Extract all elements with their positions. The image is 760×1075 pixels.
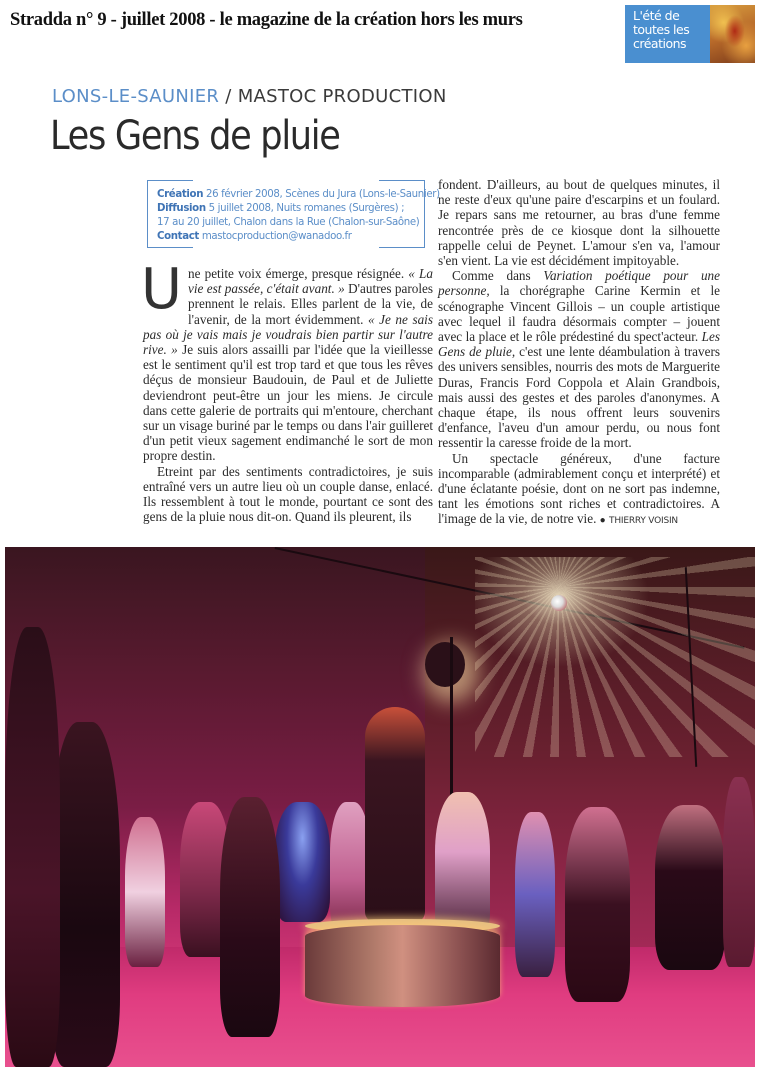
photo-dancer <box>723 777 755 967</box>
photo-dancer <box>50 722 120 1067</box>
creation-label: Création <box>157 189 204 200</box>
kicker-place: LONS-LE-SAUNIER <box>52 86 220 107</box>
p1-quote-2: « Je ne sais pas où je vais mais je voudrais bien partir sur l'autre rive. » <box>143 311 433 358</box>
p3-text-a: Comme dans <box>452 268 544 284</box>
article-title: Les Gens de pluie <box>50 113 340 159</box>
kicker-separator: / <box>225 86 232 107</box>
bullet-icon: ● <box>599 515 606 527</box>
info-diffusion <box>157 202 425 216</box>
badge-photo <box>710 5 755 63</box>
photo-dancer <box>275 802 330 922</box>
photo-disco-ball <box>551 595 567 611</box>
paragraph-1 <box>141 257 433 464</box>
paragraph-3 <box>438 268 720 450</box>
article-photo <box>5 547 755 1067</box>
article-kicker <box>52 86 447 107</box>
p3-text-c: c'est une lente déambulation à travers des univers sensibles, nourris des mots de Marguerite Duras, Francis Ford Coppola et Alain Grandbois, mais aussi des gestes et des paroles d'anonymes. A chaque étape, ils nous offrent leurs souvenirs d'enfance, l'aveu d'un amour perdu, ou nous font ressentir la caresse froide de la mort. <box>438 344 721 451</box>
info-box <box>147 180 440 248</box>
photo-dancer <box>330 802 370 932</box>
paragraph-2-end: fondent. D'ailleurs, au bout de quelques minutes, il ne reste d'eux qu'une paire d'escarpins et un foulard. Je repars sans me retourner, au bras d'une femme rencontrée près de ce kiosque dont la silhouette rappelle celui de Peynet. L'amour s'en va, l'amour s'en vient. La vie est décidément impitoyable. <box>438 177 720 269</box>
photo-dancer <box>655 805 725 970</box>
p1-text-b: D'autres paroles prennent le relais. Elles parlent de la vie, de l'avenir, de la mort évidemment. <box>188 281 433 327</box>
photo-dancer <box>515 812 555 977</box>
diffusion-value: 5 juillet 2008, Nuits romanes (Surgères) ; <box>208 203 405 214</box>
info-contact <box>157 230 425 244</box>
p1-text-a: ne petite voix émerge, presque résignée. <box>188 266 409 281</box>
info-creation <box>157 188 440 202</box>
contact-email[interactable]: mastocproduction@wanadoo.fr <box>201 231 352 242</box>
p3-italic-2: Les Gens de pluie, <box>438 329 720 360</box>
article-column-left <box>141 257 433 525</box>
p3-text-b: la chorégraphe Carine Kermin et le scénographe Vincent Gillois – un couple artistique avec lequel il faudra désormais compter – jouent avec la place et le rôle prédestiné du spect'acteur. <box>438 283 720 345</box>
creation-value: 26 février 2008, Scènes du Jura (Lons-le-Saunier) <box>206 189 440 200</box>
photo-dancer <box>125 817 165 967</box>
photo-light-rays <box>475 557 755 757</box>
summer-badge <box>625 5 755 63</box>
kicker-company: MASTOC PRODUCTION <box>237 86 447 107</box>
photo-dancer <box>565 807 630 1002</box>
paragraph-4 <box>438 451 720 530</box>
p1-quote-1: « La vie est passée, c'était avant. » <box>188 266 433 297</box>
drop-cap: U <box>141 257 182 322</box>
photo-dancer <box>5 627 60 1067</box>
badge-line-2: toutes les <box>633 22 690 37</box>
badge-line-3: créations <box>633 36 687 51</box>
author-byline: THIERRY VOISIN <box>609 516 678 527</box>
contact-label: Contact <box>157 231 199 242</box>
masthead: Stradda n° 9 - juillet 2008 - le magazine de la création hors les murs <box>10 10 523 30</box>
paragraph-2-start: Etreint par des sentiments contradictoires, je suis entraîné vers un autre lieu où un couple danse, enlacé. Ils ressemblent à tout le monde, pourtant ce sont des gens de la pluie nous dit-on. Quand ils pleurent, ils <box>143 463 433 525</box>
article-column-right <box>438 177 720 530</box>
photo-dancer <box>220 797 280 1037</box>
p1-text-c: Je suis alors assailli par l'idée que la vieillesse est le sentiment qu'il est trop tard et que tous les rêves déçus de monsieur Baudouin, de Paul et de Juliette deviendront peut-être un jour les miens. Je circule dans cette galerie de portraits qui m'entoure, cherchant sur un visage buriné par le temps ou dans l'air guilleret d'un petit vieux sagement endimanché le sort de mon propre destin. <box>143 342 433 464</box>
p4-text: Un spectacle généreux, d'une facture incomparable (admirablement conçu et interprété) et d'une éclatante poésie, dont on ne sort pas indemne, tant les émotions sont riches et contradictoires. A l'image de la vie, de notre vie. <box>438 450 720 527</box>
photo-spotlight <box>425 642 465 687</box>
badge-text <box>625 5 710 63</box>
photo-performer <box>365 707 425 922</box>
info-diffusion-2: 17 au 20 juillet, Chalon dans la Rue (Chalon-sur-Saône) <box>157 217 420 228</box>
diffusion-label: Diffusion <box>157 203 206 214</box>
p3-italic-1: Variation poétique pour une personne, <box>438 268 720 299</box>
badge-line-1: L'été de <box>633 8 680 23</box>
photo-podium <box>305 925 500 1007</box>
